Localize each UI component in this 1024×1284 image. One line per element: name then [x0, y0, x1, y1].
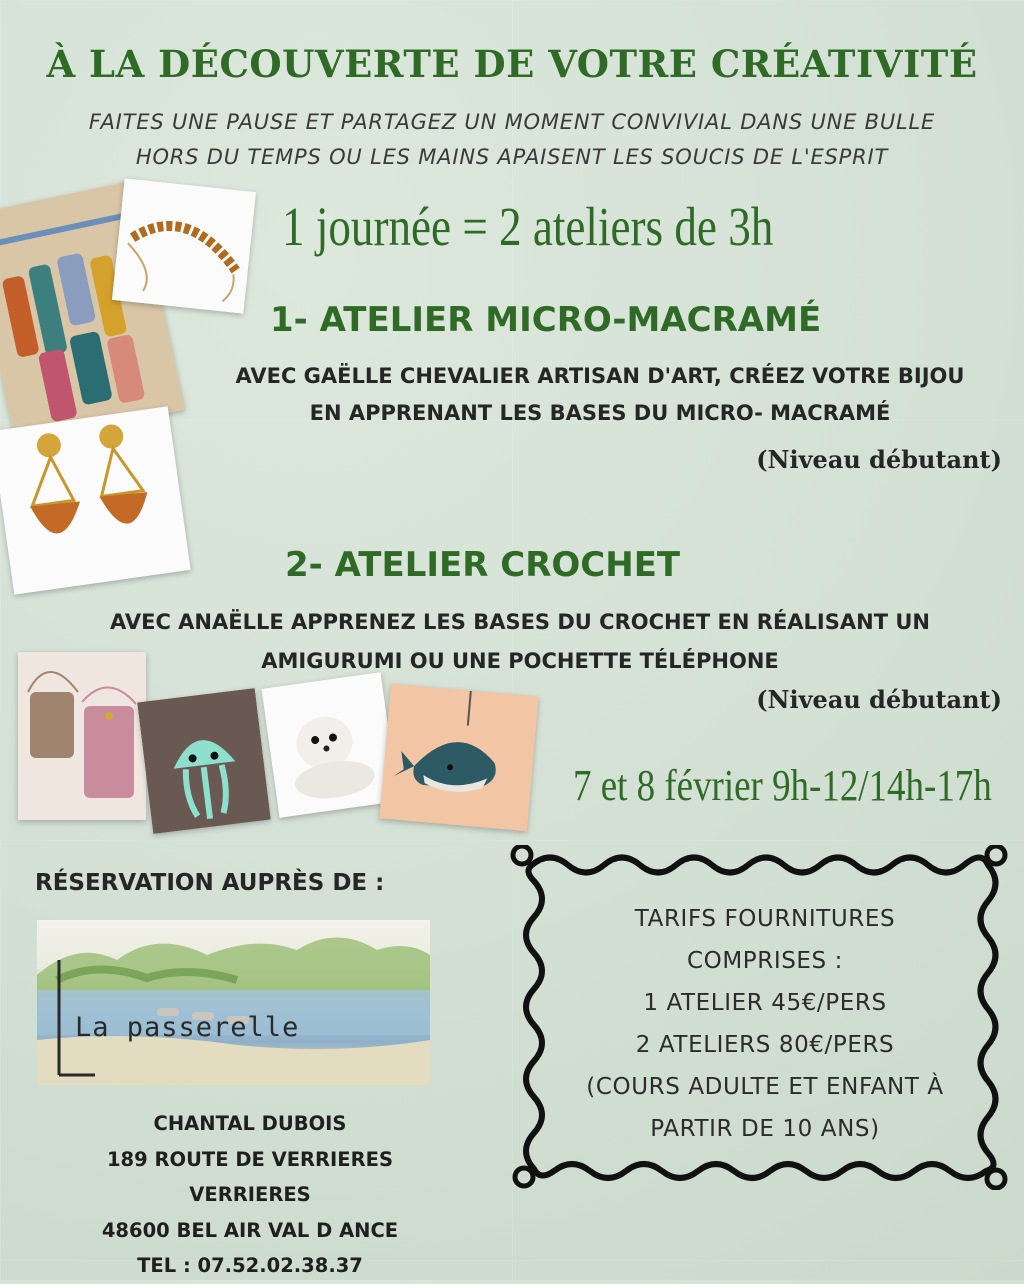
- atelier-1-level: (Niveau débutant): [756, 445, 1002, 474]
- contact-phone[interactable]: TEL : 07.52.02.38.37: [137, 1254, 363, 1277]
- tarifs-line-4: 2 ATELIERS 80€/PERS: [635, 1032, 895, 1058]
- jellyfish-photo: [137, 688, 270, 833]
- poster-title: À LA DÉCOUVERTE DE VOTRE CRÉATIVITÉ: [46, 42, 978, 86]
- logo-text: La passerelle: [75, 1012, 300, 1043]
- tarifs-line-1: TARIFS FOURNITURES: [634, 906, 896, 932]
- bracelet-image: [112, 178, 256, 313]
- tarifs-line-5: (COURS ADULTE ET ENFANT À: [586, 1074, 944, 1100]
- atelier-2-heading: 2- ATELIER CROCHET: [285, 545, 681, 585]
- atelier-1-line-2: EN APPRENANT LES BASES DU MICRO- MACRAMÉ: [309, 401, 891, 425]
- subtitle-line-2: HORS DU TEMPS OU LES MAINS APAISENT LES SOUCIS DE L'ESPRIT: [135, 145, 889, 169]
- earrings-photo: [0, 406, 191, 594]
- atelier-1-heading: 1- ATELIER MICRO-MACRAMÉ: [270, 300, 822, 340]
- journee-heading: 1 journée = 2 ateliers de 3h: [282, 196, 774, 257]
- atelier-1-line-1: AVEC GAËLLE CHEVALIER ARTISAN D'ART, CRÉEZ VOTRE BIJOU: [235, 364, 965, 388]
- reservation-heading: RÉSERVATION AUPRÈS DE :: [35, 870, 385, 896]
- whale-image: [379, 684, 538, 831]
- phone-pouch-photo: [18, 652, 146, 820]
- contact-name: CHANTAL DUBOIS: [153, 1112, 347, 1135]
- tarifs-line-6: PARTIR DE 10 ANS): [650, 1116, 880, 1142]
- dates-text: 7 et 8 février 9h-12/14h-17h: [573, 761, 992, 810]
- seal-image: [262, 672, 399, 817]
- atelier-2-line-2: AMIGURUMI OU UNE POCHETTE TÉLÉPHONE: [261, 649, 779, 673]
- whale-photo: [379, 684, 538, 831]
- subtitle-line-1: FAITES UNE PAUSE ET PARTAGEZ UN MOMENT CONVIVIAL DANS UNE BULLE: [88, 110, 936, 134]
- tarifs-line-3: 1 ATELIER 45€/PERS: [643, 990, 887, 1016]
- la-passerelle-logo: [37, 920, 430, 1085]
- atelier-2-level: (Niveau débutant): [756, 685, 1002, 714]
- tarifs-line-2: COMPRISES :: [686, 948, 844, 974]
- tarifs-block: [545, 898, 985, 1150]
- contact-block: [50, 1106, 450, 1284]
- seal-photo: [262, 672, 399, 817]
- contact-address-2: VERRIERES: [189, 1183, 311, 1206]
- atelier-2-line-1: AVEC ANAËLLE APPRENEZ LES BASES DU CROCHET EN RÉALISANT UN: [110, 610, 930, 634]
- contact-address-3: 48600 BEL AIR VAL D ANCE: [101, 1218, 399, 1242]
- watercolor-landscape-image: [37, 920, 430, 1085]
- bracelet-photo: [112, 178, 256, 313]
- phone-pouch-image: [18, 652, 146, 820]
- earrings-image: [0, 406, 191, 594]
- jellyfish-image: [137, 688, 270, 833]
- contact-address-1: 189 ROUTE DE VERRIERES: [106, 1147, 394, 1171]
